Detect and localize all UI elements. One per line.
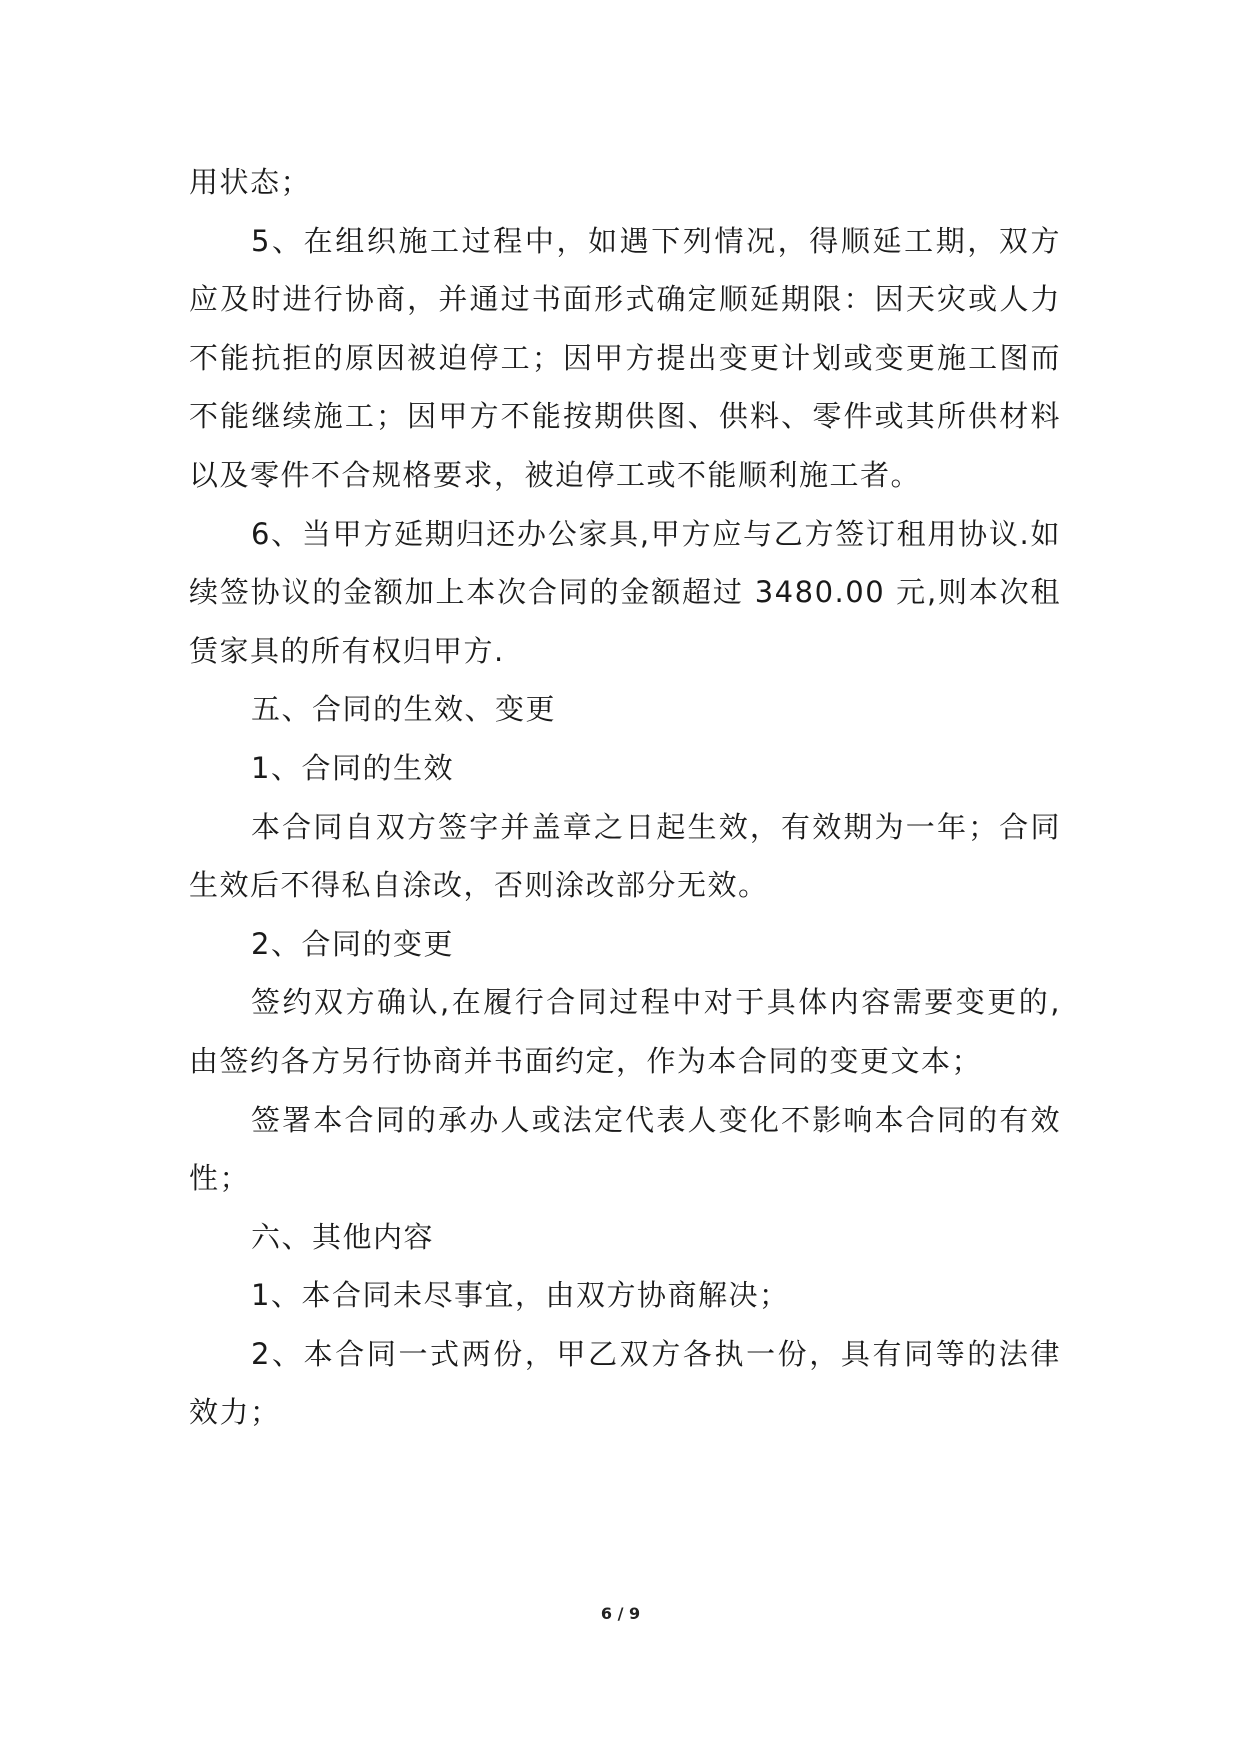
paragraph-clause-6: 6、当甲方延期归还办公家具,甲方应与乙方签订租用协议.如续签协议的金额加上本次合同的金额超过 3480.00 元,则本次租赁家具的所有权归甲方. xyxy=(189,516,1061,668)
paragraph-continuation: 用状态； xyxy=(189,165,312,199)
section-heading-5: 五、合同的生效、变更 xyxy=(251,692,557,727)
document-body xyxy=(189,153,1061,1442)
page-number: 6 / 9 xyxy=(600,1604,641,1623)
paragraph-signatory-change: 签署本合同的承办人或法定代表人变化不影响本合同的有效性； xyxy=(189,1102,1061,1196)
paragraph-other-1: 1、本合同未尽事宜，由双方协商解决； xyxy=(251,1278,790,1313)
paragraph-clause-5: 5、在组织施工过程中，如遇下列情况，得顺延工期，双方应及时进行协商，并通过书面形式确定顺延期限：因天灾或人力不能抗拒的原因被迫停工；因甲方提出变更计划或变更施工图而不能继续施工；因甲方不能按期供图、供料、零件或其所供材料以及零件不合规格要求，被迫停工或不能顺利施工者。 xyxy=(189,223,1061,492)
paragraph-other-2: 2、本合同一式两份，甲乙双方各执一份，具有同等的法律效力； xyxy=(189,1336,1061,1430)
paragraph-changes: 签约双方确认,在履行合同过程中对于具体内容需要变更的,由签约各方另行协商并书面约定，作为本合同的变更文本； xyxy=(189,985,1061,1078)
section-heading-6: 六、其他内容 xyxy=(251,1219,435,1254)
subheading-changes: 2、合同的变更 xyxy=(251,926,454,961)
paragraph-effectiveness: 本合同自双方签字并盖章之日起生效，有效期为一年；合同生效后不得私自涂改，否则涂改部分无效。 xyxy=(189,809,1061,903)
subheading-effectiveness: 1、合同的生效 xyxy=(251,750,454,785)
